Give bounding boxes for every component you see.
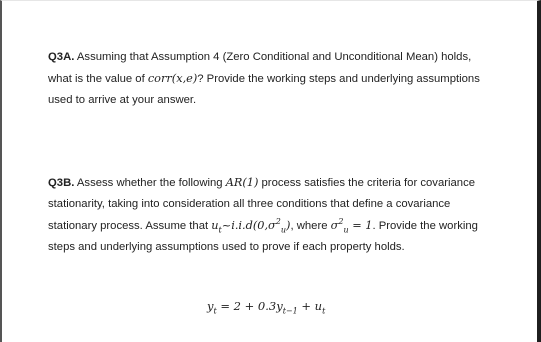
question-3a-line-2: what is the value of corr(x,e)? Provide the working steps and underlying assumptions — [48, 72, 480, 85]
variance-expression: $\sigma^2_u = 1$ — [330, 217, 373, 235]
question-3a-line-3: used to arrive at your answer. — [48, 94, 197, 106]
ar1-expression: AR(1) — [225, 176, 259, 189]
distribution-expression: $u_t\sim i.i.d(0,\sigma^2_u)$ — [211, 217, 291, 235]
question-3b-line-4: steps and underlying assumptions used to prove if each property holds. — [48, 241, 405, 253]
question-3b — [48, 172, 518, 258]
question-3b-line-1: Q3B. Assess whether the following AR(1) process satisfies the criteria for covariance — [48, 176, 476, 189]
corr-expression: corr(x,e) — [147, 72, 198, 85]
question-3a-label: Q3A. — [48, 51, 75, 63]
question-3b-label: Q3B. — [48, 177, 75, 189]
question-3a — [48, 47, 518, 111]
ar1-equation: $y_t = 2 + 0.3y_{t-1} + u_t$ — [207, 299, 326, 316]
question-3b-line-2: stationarity, taking into consideration all three conditions that define a covariance — [48, 198, 451, 210]
question-3b-line-3: stationary process. Assume that $u_t\sim i.i.d(0,\sigma^2_u)$, where $\sigma^2_u = 1$. Provide the working — [48, 217, 478, 235]
question-3a-line-1: Q3A. Assuming that Assumption 4 (Zero Conditional and Unconditional Mean) holds, — [48, 51, 472, 63]
